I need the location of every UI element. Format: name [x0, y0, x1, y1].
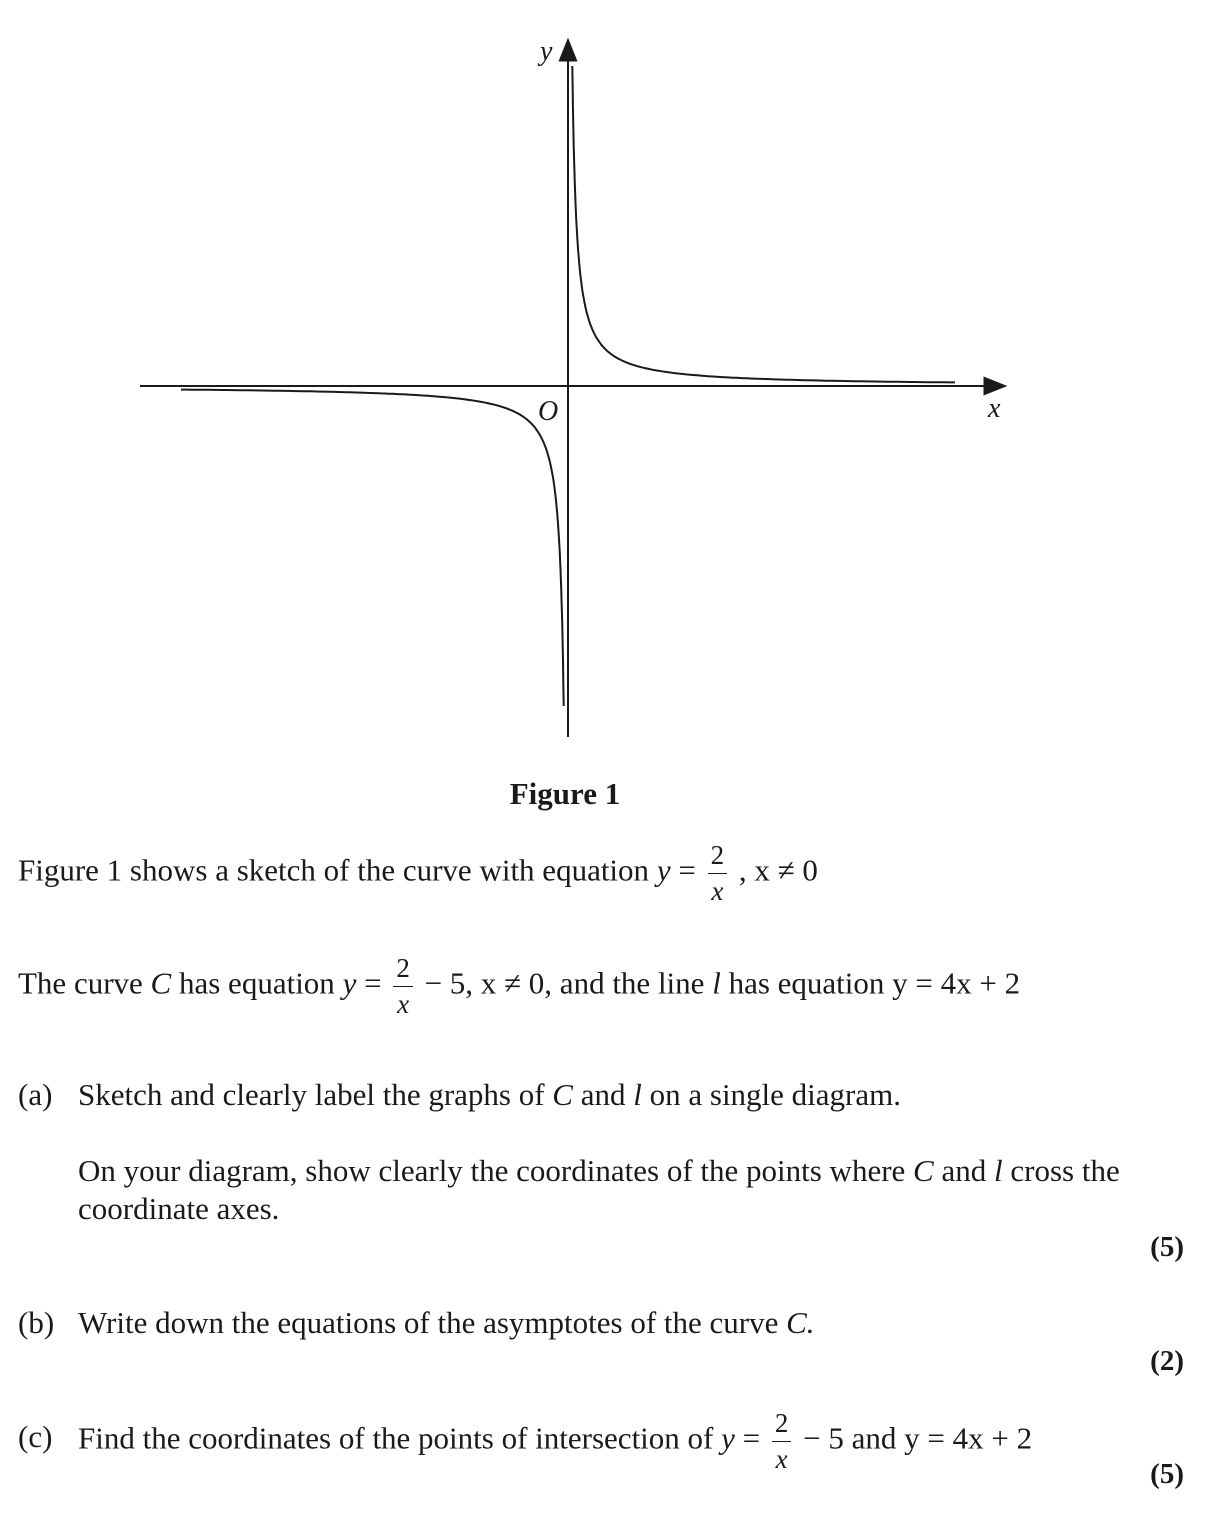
- intro-y: y: [656, 852, 671, 888]
- question-a-l: l: [633, 1077, 642, 1112]
- question-c-text: [78, 1410, 1032, 1473]
- question-a-C: C: [552, 1077, 573, 1112]
- intro-line: [18, 842, 818, 905]
- question-a-sub-and: and: [941, 1153, 987, 1188]
- question-c-y: y: [721, 1420, 735, 1456]
- curve-l: l: [712, 965, 721, 1001]
- question-c-frac-den: x: [775, 1444, 788, 1474]
- curve-frac-den: x: [397, 989, 410, 1019]
- question-c-label: (c): [18, 1419, 53, 1454]
- question-a-and: and: [580, 1077, 626, 1112]
- curve-suffix: has equation y = 4x + 2: [728, 965, 1021, 1001]
- question-a-marks: (5): [1150, 1231, 1184, 1263]
- curve-C: C: [150, 965, 172, 1001]
- intro-frac-num: 2: [708, 842, 728, 874]
- question-b-text: [78, 1305, 815, 1341]
- question-a-sub-line-1: [78, 1153, 1120, 1189]
- question-a-text-2: on a single diagram.: [649, 1077, 902, 1112]
- question-a-sub-C: C: [913, 1153, 934, 1188]
- curve-branch-negative: [181, 390, 564, 706]
- x-axis-label: x: [988, 393, 1001, 424]
- question-c-eq: =: [742, 1420, 761, 1456]
- question-c-frac-num: 2: [772, 1410, 792, 1442]
- intro-frac-den: x: [711, 876, 724, 906]
- curve-fraction: [393, 955, 413, 1018]
- question-a-label: (a): [18, 1077, 53, 1112]
- curve-frac-num: 2: [393, 955, 413, 987]
- y-axis-label: y: [540, 36, 553, 67]
- curve-line: [18, 955, 1020, 1018]
- question-a-sub-l: l: [994, 1153, 1003, 1188]
- intro-eq: =: [678, 852, 696, 888]
- figure-caption: Figure 1: [509, 776, 621, 811]
- question-a-text-1: Sketch and clearly label the graphs of: [78, 1077, 545, 1112]
- question-c-fraction: [772, 1410, 792, 1473]
- question-b-text-1: Write down the equations of the asymptotes of the curve: [78, 1305, 779, 1340]
- curve-prefix: The curve: [18, 965, 143, 1001]
- intro-suffix: , x ≠ 0: [738, 852, 818, 888]
- intro-fraction: [708, 842, 728, 905]
- question-b-marks: (2): [1150, 1345, 1184, 1377]
- curve-eq: =: [364, 965, 382, 1001]
- question-c-marks: (5): [1150, 1458, 1184, 1490]
- origin-label: O: [538, 396, 559, 427]
- question-b-C: C.: [786, 1305, 815, 1340]
- curve-y: y: [342, 965, 357, 1001]
- question-b-label: (b): [18, 1305, 55, 1340]
- question-c-text-2: − 5 and y = 4x + 2: [803, 1420, 1033, 1456]
- question-c-text-1: Find the coordinates of the points of intersection of: [78, 1420, 714, 1456]
- question-a-text: [78, 1077, 901, 1113]
- question-a-sub-line-2: coordinate axes.: [78, 1191, 280, 1226]
- question-a-sub-text-1: On your diagram, show clearly the coordinates of the points where: [78, 1153, 906, 1188]
- question-a-sub-text-2: cross the: [1010, 1153, 1120, 1188]
- intro-prefix: Figure 1 shows a sketch of the curve with equation: [18, 852, 650, 888]
- curve-mid: has equation: [178, 965, 335, 1001]
- curve-branch-positive: [572, 66, 955, 382]
- curve-minus: − 5, x ≠ 0, and the line: [424, 965, 705, 1001]
